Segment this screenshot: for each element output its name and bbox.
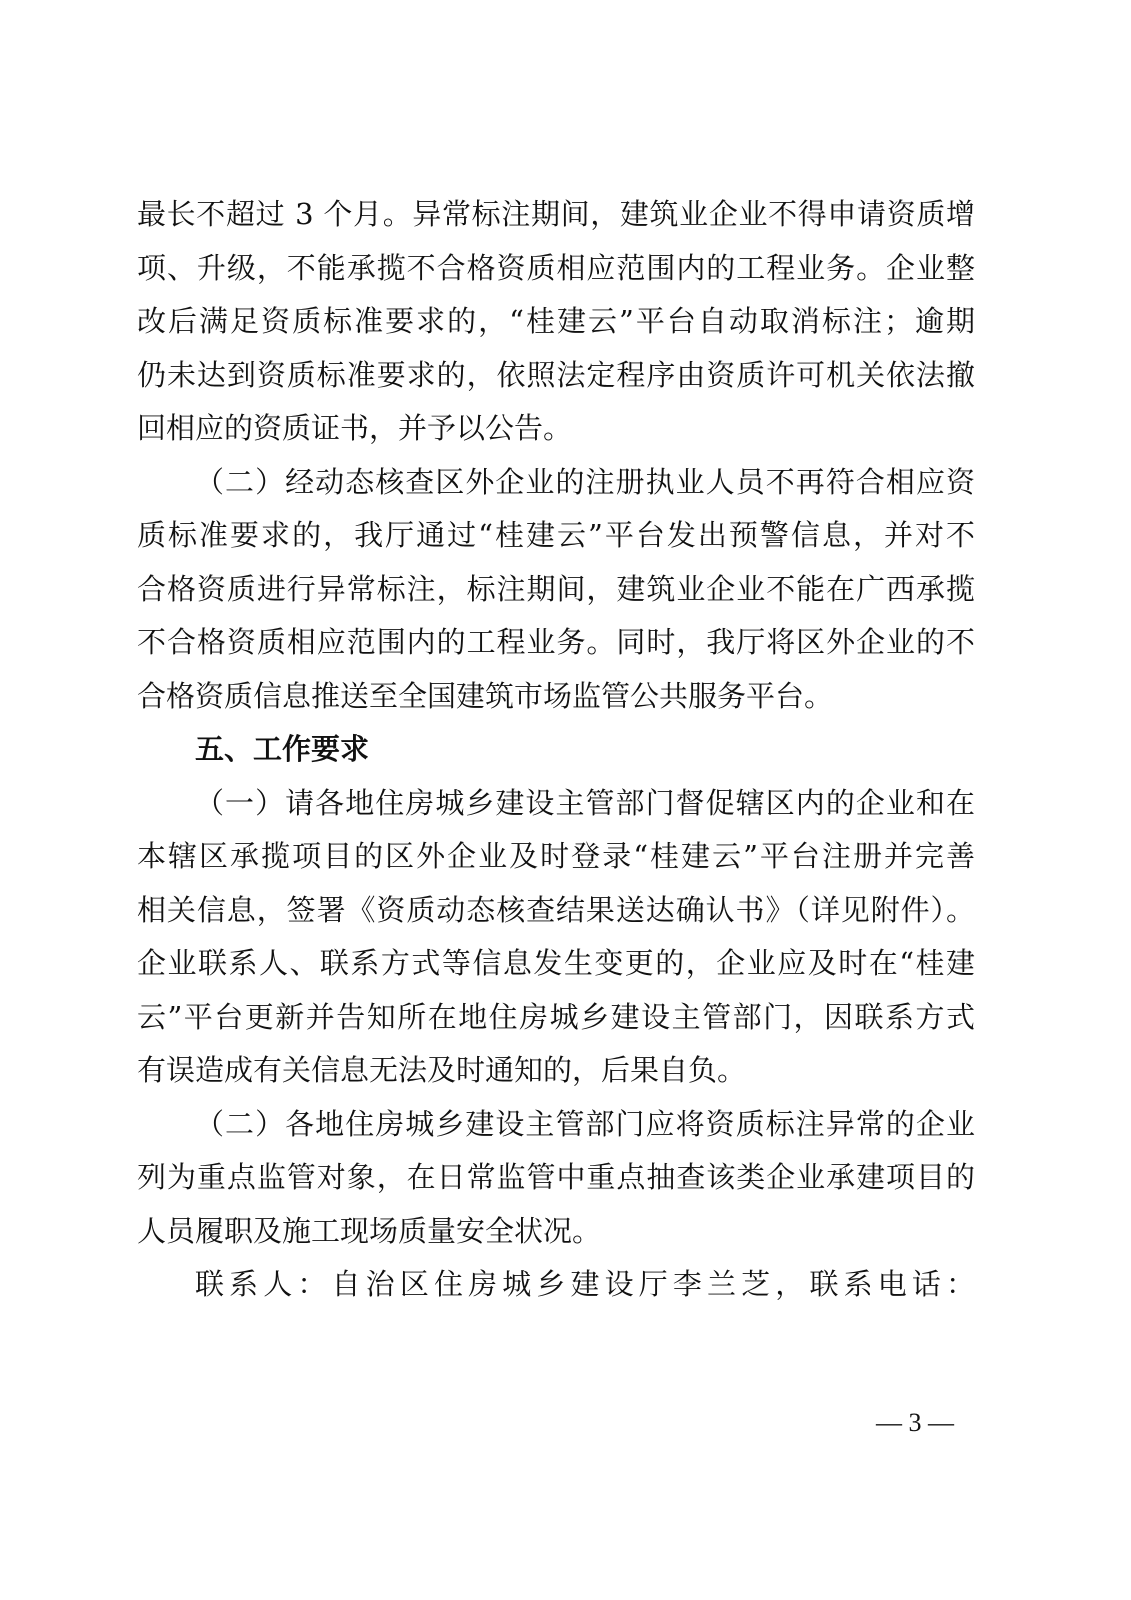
text-line: 云”平台更新并告知所在地住房城乡建设主管部门，因联系方式 bbox=[137, 999, 975, 1034]
text-line: 最长不超过 3 个月。异常标注期间，建筑业企业不得申请资质增 bbox=[137, 197, 975, 231]
text-line: 项、升级，不能承揽不合格资质相应范围内的工程业务。企业整 bbox=[137, 250, 975, 285]
text-line: 本辖区承揽项目的区外企业及时登录“桂建云”平台注册并完善 bbox=[137, 839, 975, 873]
text-line: 仍未达到资质标准要求的，依照法定程序由资质许可机关依法撤 bbox=[137, 357, 975, 392]
paragraph-contact bbox=[137, 1258, 975, 1312]
paragraph-requirement-two bbox=[137, 1098, 975, 1259]
text-line: 列为重点监管对象，在日常监管中重点抽查该类企业承建项目的 bbox=[137, 1160, 975, 1194]
text-line: （二）各地住房城乡建设主管部门应将资质标注异常的企业 bbox=[195, 1106, 975, 1141]
text-line: 合格资质进行异常标注，标注期间，建筑业企业不能在广西承揽 bbox=[137, 571, 975, 606]
paragraph-out-of-region bbox=[137, 456, 975, 724]
text-line: 人员履职及施工现场质量安全状况。 bbox=[137, 1213, 602, 1248]
page-number: — 3 — bbox=[876, 1408, 954, 1437]
text-line: 企业联系人、联系方式等信息发生变更的，企业应及时在“桂建 bbox=[137, 946, 975, 980]
text-line: 不合格资质相应范围内的工程业务。同时，我厅将区外企业的不 bbox=[137, 625, 975, 659]
text-line: 质标准要求的，我厅通过“桂建云”平台发出预警信息，并对不 bbox=[137, 518, 975, 552]
text-line: 回相应的资质证书，并予以公告。 bbox=[137, 411, 573, 445]
text-line: 相关信息，签署《资质动态核查结果送达确认书》（详见附件）。 bbox=[137, 892, 975, 927]
paragraph-requirement-one bbox=[137, 777, 975, 1098]
text-line: 改后满足资质标准要求的，“桂建云”平台自动取消标注；逾期 bbox=[137, 304, 975, 338]
text-line: 有误造成有关信息无法及时通知的，后果自负。 bbox=[137, 1053, 747, 1087]
text-line: （一）请各地住房城乡建设主管部门督促辖区内的企业和在 bbox=[195, 785, 975, 820]
text-line: 合格资质信息推送至全国建筑市场监管公共服务平台。 bbox=[137, 678, 834, 713]
contact-line: 联系人：自治区住房城乡建设厅李兰芝，联系电话： bbox=[195, 1267, 975, 1301]
paragraph-quota-period bbox=[137, 188, 975, 456]
body-text bbox=[137, 188, 975, 1312]
section-heading: 五、工作要求 bbox=[195, 732, 370, 766]
text-line: （二）经动态核查区外企业的注册执业人员不再符合相应资 bbox=[195, 464, 975, 499]
